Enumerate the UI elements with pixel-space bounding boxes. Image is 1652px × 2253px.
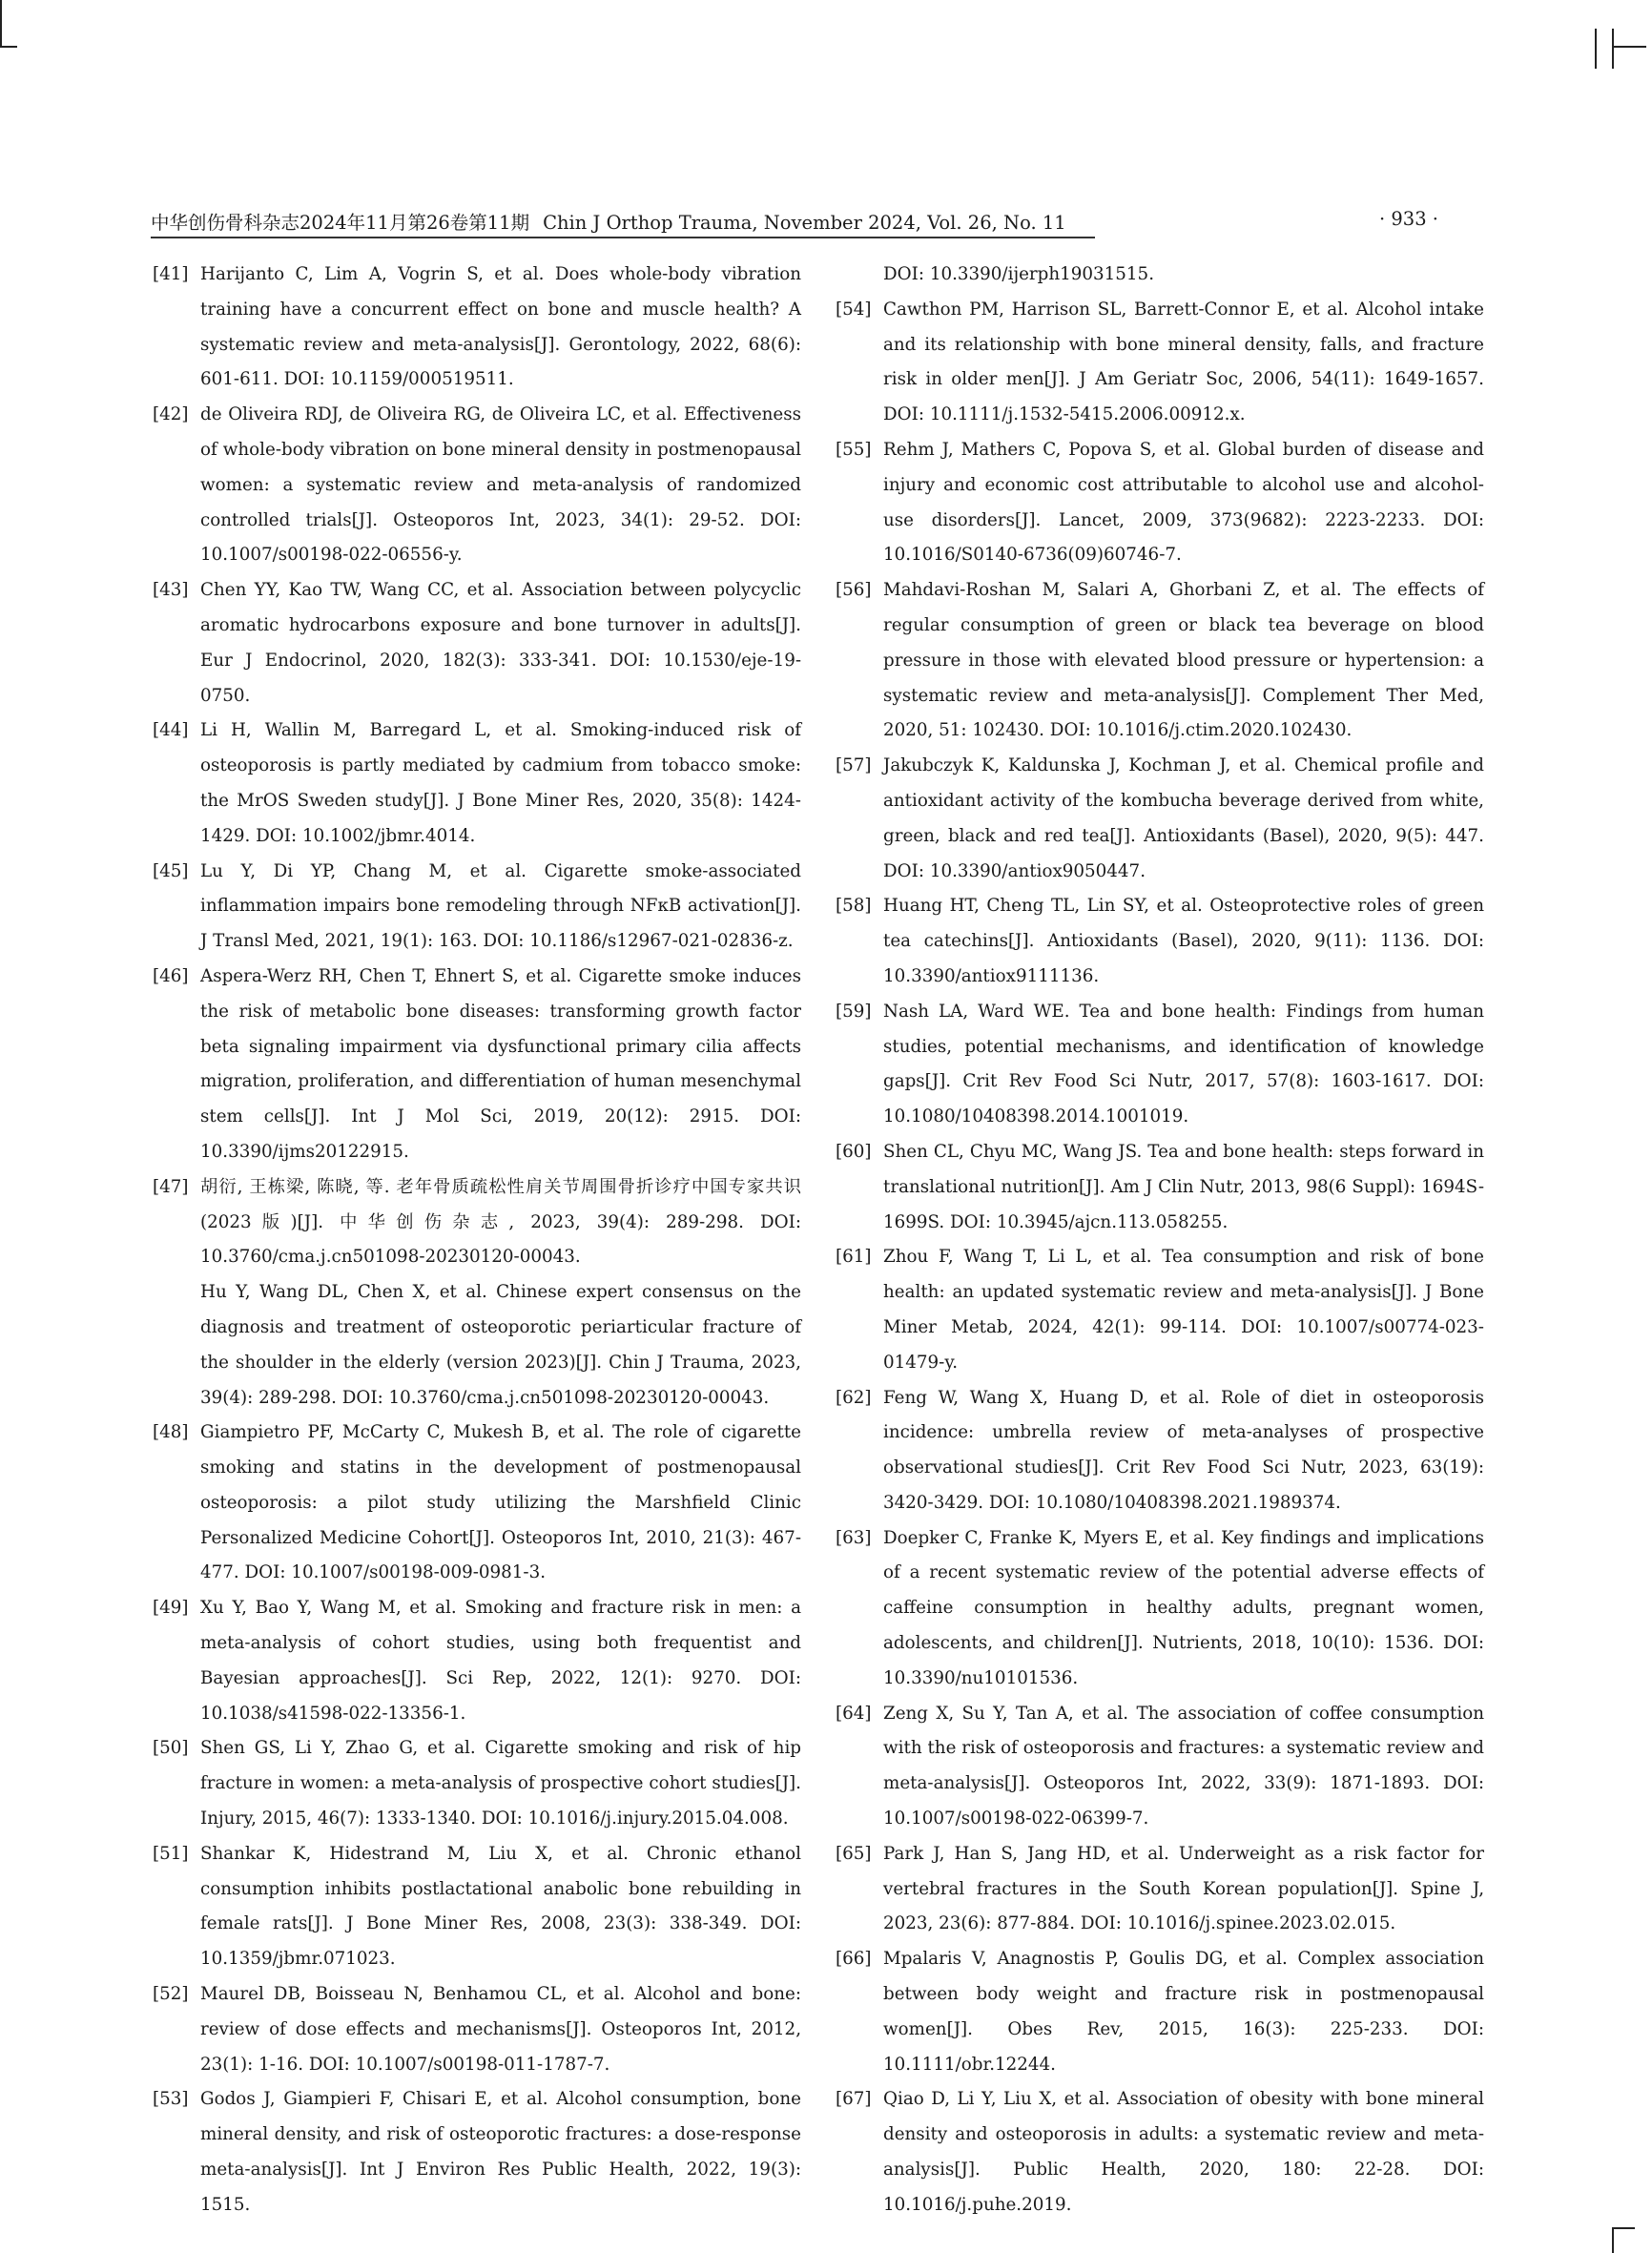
- reference-column-right: [836, 258, 1484, 2223]
- reference-text: Nash LA, Ward WE. Tea and bone health: Findings from human studies, potential mechanisms, and identification of knowledge gaps[J]. Crit Rev Food Sci Nutr, 2017, 57(8): 1603-1617. DOI: 10.1080/10408398.2014.1001019.: [883, 1001, 1484, 1127]
- reference-text: Xu Y, Bao Y, Wang M, et al. Smoking and fracture risk in men: a meta-analysis of cohort studies, using both frequentist and Bayesian approaches[J]. Sci Rep, 2022, 12(1): 9270. DOI: 10.1038/s41598-022-13356-1.: [200, 1598, 801, 1724]
- reference-item: [153, 398, 801, 573]
- reference-number: [54]: [836, 299, 872, 320]
- reference-item: [153, 1170, 801, 1275]
- reference-number: [49]: [153, 1598, 189, 1619]
- reference-item: [836, 1521, 1484, 1697]
- reference-number: [64]: [836, 1703, 872, 1724]
- reference-number: [56]: [836, 580, 872, 601]
- reference-item: [836, 1697, 1484, 1837]
- reference-item: [836, 749, 1484, 889]
- crop-mark-top-right: [1595, 29, 1597, 69]
- reference-text: Zeng X, Su Y, Tan A, et al. The association of coffee consumption with the risk of osteoporosis and fractures: a systematic review and meta-analysis[J]. Osteoporos Int, 2022, 33(9): 1871-1893. DOI: 10.1007/s00198-022-06399-7.: [883, 1703, 1484, 1829]
- reference-number: [62]: [836, 1387, 872, 1408]
- reference-number: [57]: [836, 755, 872, 776]
- reference-number: [58]: [836, 896, 872, 917]
- journal-citation: [151, 208, 1066, 235]
- reference-item: [836, 258, 1484, 293]
- reference-item: [153, 2082, 801, 2222]
- reference-number: [53]: [153, 2089, 189, 2110]
- reference-number: [66]: [836, 1949, 872, 1970]
- reference-number: [42]: [153, 404, 189, 425]
- reference-text: Godos J, Giampieri F, Chisari E, et al. Alcohol consumption, bone mineral density, and risk of osteoporotic fractures: a dose-response meta-analysis[J]. Int J Environ Res Public Health, 2022, 19(3): 1515.: [200, 2089, 801, 2215]
- crop-mark-bottom-right: [1612, 2227, 1614, 2253]
- reference-text: Shen GS, Li Y, Zhao G, et al. Cigarette smoking and risk of hip fracture in women: a meta-analysis of prospective cohort studies[J]. Injury, 2015, 46(7): 1333-1340. DOI: 10.1016/j.injury.2015.04.008.: [200, 1738, 801, 1829]
- reference-number: [52]: [153, 1984, 189, 2005]
- reference-text: Li H, Wallin M, Barregard L, et al. Smoking-induced risk of osteoporosis is partly mediated by cadmium from tobacco smoke: the MrOS Sweden study[J]. J Bone Miner Res, 2020, 35(8): 1424-1429. DOI: 10.1002/jbmr.4014.: [200, 720, 801, 846]
- reference-item: [153, 1591, 801, 1731]
- reference-number: [43]: [153, 580, 189, 601]
- reference-number: [50]: [153, 1738, 189, 1759]
- reference-item: [153, 960, 801, 1170]
- reference-text: Jakubczyk K, Kaldunska J, Kochman J, et al. Chemical profile and antioxidant activity of the kombucha beverage derived from white, green, black and red tea[J]. Antioxidants (Basel), 2020, 9(5): 447. DOI: 10.3390/antiox9050447.: [883, 755, 1484, 881]
- page-number: · 933 ·: [1378, 208, 1438, 230]
- reference-text: Shankar K, Hidestrand M, Liu X, et al. Chronic ethanol consumption inhibits postlactational anabolic bone rebuilding in female rats[J]. J Bone Miner Res, 2008, 23(3): 338-349. DOI: 10.1359/jbmr.071023.: [200, 1843, 801, 1970]
- reference-item: [836, 573, 1484, 749]
- reference-text: Mpalaris V, Anagnostis P, Goulis DG, et al. Complex association between body weight and fracture risk in postmenopausal women[J]. Obes Rev, 2015, 16(3): 225-233. DOI: 10.1111/obr.12244.: [883, 1949, 1484, 2075]
- reference-text: de Oliveira RDJ, de Oliveira RG, de Oliveira LC, et al. Effectiveness of whole-body vibration on bone mineral density in postmenopausal women: a systematic review and meta-analysis of randomized controlled trials[J]. Osteoporos Int, 2023, 34(1): 29-52. DOI: 10.1007/s00198-022-06556-y.: [200, 404, 801, 566]
- reference-text: Lu Y, Di YP, Chang M, et al. Cigarette smoke-associated inflammation impairs bone remodeling through NFκB activation[J]. J Transl Med, 2021, 19(1): 163. DOI: 10.1186/s12967-021-02836-z.: [200, 860, 801, 952]
- reference-text: Hu Y, Wang DL, Chen X, et al. Chinese expert consensus on the diagnosis and treatment of osteoporotic periarticular fracture of the shoulder in the elderly (version 2023)[J]. Chin J Trauma, 2023, 39(4): 289-298. DOI: 10.3760/cma.j.cn501098-20230120-00043.: [200, 1282, 801, 1408]
- reference-text: Zhou F, Wang T, Li L, et al. Tea consumption and risk of bone health: an updated systematic review and meta-analysis[J]. J Bone Miner Metab, 2024, 42(1): 99-114. DOI: 10.1007/s00774-023-01479-y.: [883, 1247, 1484, 1373]
- reference-text: Aspera-Werz RH, Chen T, Ehnert S, et al. Cigarette smoke induces the risk of metabolic bone diseases: transforming growth factor beta signaling impairment via dysfunctional primary cilia affects migration, proliferation, and differentiation of human mesenchymal stem cells[J]. Int J Mol Sci, 2019, 20(12): 2915. DOI: 10.3390/ijms20122915.: [200, 965, 801, 1162]
- reference-item: [836, 995, 1484, 1135]
- reference-number: [55]: [836, 439, 872, 460]
- reference-text: Huang HT, Cheng TL, Lin SY, et al. Osteoprotective roles of green tea catechins[J]. Antioxidants (Basel), 2020, 9(11): 1136. DOI: 10.3390/antiox9111136.: [883, 896, 1484, 986]
- reference-text: Mahdavi-Roshan M, Salari A, Ghorbani Z, et al. The effects of regular consumption of green or black tea beverage on blood pressure in those with elevated blood pressure or hypertension: a systematic review and meta-analysis[J]. Complement Ther Med, 2020, 51: 102430. DOI: 10.1016/j.ctim.2020.102430.: [883, 580, 1484, 741]
- reference-item: [153, 1275, 801, 1416]
- reference-item: [153, 1977, 801, 2082]
- reference-item: [836, 1135, 1484, 1240]
- reference-text: Shen CL, Chyu MC, Wang JS. Tea and bone health: steps forward in translational nutrition[J]. Am J Clin Nutr, 2013, 98(6 Suppl): 1694S-1699S. DOI: 10.3945/ajcn.113.058255.: [883, 1141, 1484, 1232]
- reference-number: [61]: [836, 1247, 872, 1268]
- reference-column-left: [153, 258, 801, 2223]
- reference-item: [836, 1240, 1484, 1380]
- reference-item: [836, 2082, 1484, 2222]
- crop-mark-bottom-right: [1612, 2227, 1635, 2229]
- reference-item: [153, 1731, 801, 1836]
- reference-number: [46]: [153, 965, 189, 986]
- reference-text: Park J, Han S, Jang HD, et al. Underweight as a risk factor for vertebral fractures in the South Korean population[J]. Spine J, 2023, 23(6): 877-884. DOI: 10.1016/j.spinee.2023.02.015.: [883, 1843, 1484, 1934]
- reference-item: [836, 293, 1484, 433]
- crop-mark-top-left: [0, 0, 2, 48]
- reference-number: [65]: [836, 1843, 872, 1864]
- reference-number: [63]: [836, 1527, 872, 1548]
- reference-item: [836, 433, 1484, 573]
- reference-text: Feng W, Wang X, Huang D, et al. Role of diet in osteoporosis incidence: umbrella review of meta-analyses of prospective observational studies[J]. Crit Rev Food Sci Nutr, 2023, 63(19): 3420-3429. DOI: 10.1080/10408398.2021.1989374.: [883, 1387, 1484, 1513]
- journal-title-cn: 中华创伤骨科杂志2024年11月第26卷第11期: [151, 212, 530, 234]
- crop-mark-top-left: [0, 46, 17, 48]
- reference-number: [48]: [153, 1422, 189, 1443]
- reference-number: [51]: [153, 1843, 189, 1864]
- reference-text: Chen YY, Kao TW, Wang CC, et al. Association between polycyclic aromatic hydrocarbons exposure and bone turnover in adults[J]. Eur J Endocrinol, 2020, 182(3): 333-341. DOI: 10.1530/eje-19-0750.: [200, 580, 801, 706]
- reference-text: Maurel DB, Boisseau N, Benhamou CL, et al. Alcohol and bone: review of dose effects and mechanisms[J]. Osteoporos Int, 2012, 23(1): 1-16. DOI: 10.1007/s00198-011-1787-7.: [200, 1984, 801, 2075]
- reference-number: [45]: [153, 860, 189, 881]
- reference-item: [836, 1837, 1484, 1942]
- reference-number: [41]: [153, 264, 189, 284]
- running-header: [151, 208, 1438, 233]
- crop-mark-top-right: [1612, 46, 1646, 48]
- reference-item: [153, 258, 801, 398]
- journal-title-en: Chin J Orthop Trauma, November 2024, Vol. 26, No. 11: [543, 212, 1066, 234]
- reference-item: [153, 573, 801, 713]
- reference-number: [67]: [836, 2089, 872, 2110]
- reference-number: [47]: [153, 1176, 189, 1197]
- reference-item: [836, 1942, 1484, 2082]
- reference-number: [60]: [836, 1141, 872, 1162]
- reference-item: [836, 1381, 1484, 1521]
- crop-mark-top-right: [1612, 29, 1614, 69]
- reference-text: Doepker C, Franke K, Myers E, et al. Key findings and implications of a recent systematic review of the potential adverse effects of caffeine consumption in healthy adults, pregnant women, adolescents, and children[J]. Nutrients, 2018, 10(10): 1536. DOI: 10.3390/nu10101536.: [883, 1527, 1484, 1688]
- reference-text: Rehm J, Mathers C, Popova S, et al. Global burden of disease and injury and economic cost attributable to alcohol use and alcohol-use disorders[J]. Lancet, 2009, 373(9682): 2223-2233. DOI: 10.1016/S0140-6736(09)60746-7.: [883, 439, 1484, 566]
- reference-text: Qiao D, Li Y, Liu X, et al. Association of obesity with bone mineral density and osteoporosis in adults: a systematic review and meta-analysis[J]. Public Health, 2020, 180: 22-28. DOI: 10.1016/j.puhe.2019.: [883, 2089, 1484, 2215]
- reference-number: [44]: [153, 720, 189, 741]
- reference-number: [59]: [836, 1001, 872, 1022]
- reference-item: [153, 1837, 801, 1977]
- reference-item: [836, 889, 1484, 994]
- reference-item: [153, 1416, 801, 1591]
- reference-text: 胡衍, 王栋梁, 陈晓, 等. 老年骨质疏松性肩关节周围骨折诊疗中国专家共识(2023版)[J]. 中华创伤杂志, 2023, 39(4): 289-298. DOI: 10.3760/cma.j.cn501098-20230120-00043.: [200, 1176, 801, 1268]
- header-rule: [151, 237, 1095, 238]
- reference-text: Giampietro PF, McCarty C, Mukesh B, et al. The role of cigarette smoking and statins in the development of postmenopausal osteoporosis: a pilot study utilizing the Marshfield Clinic Personalized Medicine Cohort[J]. Osteoporos Int, 2010, 21(3): 467-477. DOI: 10.1007/s00198-009-0981-3.: [200, 1422, 801, 1583]
- reference-item: [153, 713, 801, 854]
- reference-text: Cawthon PM, Harrison SL, Barrett-Connor E, et al. Alcohol intake and its relationship with bone mineral density, falls, and fracture risk in older men[J]. J Am Geriatr Soc, 2006, 54(11): 1649-1657. DOI: 10.1111/j.1532-5415.2006.00912.x.: [883, 299, 1484, 425]
- reference-text: DOI: 10.3390/ijerph19031515.: [883, 264, 1155, 284]
- reference-text: Harijanto C, Lim A, Vogrin S, et al. Does whole-body vibration training have a concurrent effect on bone and muscle health? A systematic review and meta-analysis[J]. Gerontology, 2022, 68(6): 601-611. DOI: 10.1159/000519511.: [200, 264, 801, 390]
- reference-item: [153, 855, 801, 960]
